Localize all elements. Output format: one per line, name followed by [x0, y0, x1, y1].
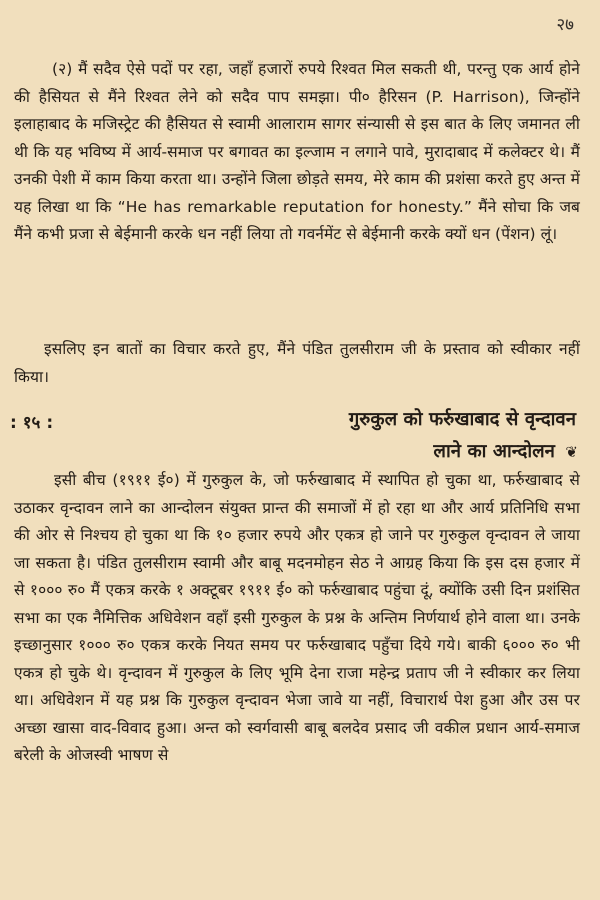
section-title-line2-text: लाने का आन्दोलन — [433, 441, 555, 462]
section-title-line2 — [433, 438, 578, 463]
paragraph-gurukul-movement: इसी बीच (१९११ ई०) में गुरुकुल के, जो फर्रुखाबाद में स्थापित हो चुका था, फर्रुखाबाद से उठाकर वृन्दावन लाने का आन्दोलन संयुक्त प्रान्त की समाजों में हो रहा था और आर्य प्रतिनिधि सभा की ओर से निश्चय हो चुका था कि १० हजार रुपये और एकत्र हो जाने पर गुरुकुल वृन्दावन ले जाया जा सकता है। पंडित तुलसीराम स्वामी और बाबू मदनमोहन सेठ ने आग्रह किया कि इस दस हजार में से १००० रु० मैं एकत्र करके १ अक्टूबर १९११ ई० को फर्रुखाबाद पहुंचा दूं, क्योंकि उसी दिन प्रशंसित सभा का एक नैमित्तिक अधिवेशन वहाँ इसी गुरुकुल के प्रश्न के अन्तिम निर्णयार्थ होने वाला था। उनके इच्छानुसार १००० रु० एकत्र करके नियत समय पर फर्रुखाबाद पहुँचा दिये गये। बाकी ६००० रु० भी एकत्र हो चुके थे। वृन्दावन में गुरुकुल के लिए भूमि देना राजा महेन्द्र प्रताप जी ने स्वीकार कर लिया था। अधिवेशन में यह प्रश्न कि गुरुकुल वृन्दावन भेजा जावे या नहीं, विचारार्थ पेश हुआ और उस पर अच्छा खासा वाद-विवाद हुआ। अन्त को स्वर्गवासी बाबू बलदेव प्रसाद जी वकील प्रधान आर्य-समाज बरेली के ओजस्वी भाषण से — [14, 471, 580, 764]
page-number: २७ — [556, 15, 574, 35]
paragraph-proposal-declined: इसलिए इन बातों का विचार करते हुए, मैंने पंडित तुलसीराम जी के प्रस्ताव को स्वीकार नहीं किया। — [14, 340, 580, 386]
paragraph-bribery: (२) मैं सदैव ऐसे पदों पर रहा, जहाँ हजारों रुपये रिश्वत मिल सकती थी, परन्तु एक आर्य होने की हैसियत से मैंने रिश्वत लेने को सदैव पाप समझा। पी० हैरिसन (P. Harrison), जिन्होंने इलाहाबाद के मजिस्ट्रेट की हैसियत से स्वामी आलाराम सागर संन्यासी से इस बात के लिए जमानत ली थी कि यह भविष्य में आर्य-समाज पर बगावत का इल्जाम न लगाने पावे, मुरादाबाद में कलेक्टर थे। मैं उनकी पेशी में काम किया करता था। उन्होंने जिला छोड़ते समय, मेरे काम की प्रशंसा करते हुए अन्त में यह लिखा था कि “He has remarkable reputation for honesty.” मैंने सोचा कि जब मैंने कभी प्रजा से बेईमानी करके धन नहीं लिया तो गवर्नमेंट से बेईमानी करके क्यों धन (पेंशन) लूं। — [14, 60, 580, 243]
section-title-line1: गुरुकुल को फर्रुखाबाद से वृन्दावन — [348, 409, 576, 430]
section-number: : १५ : — [10, 413, 54, 433]
flourish-ornament-icon: ❦ — [565, 443, 578, 461]
